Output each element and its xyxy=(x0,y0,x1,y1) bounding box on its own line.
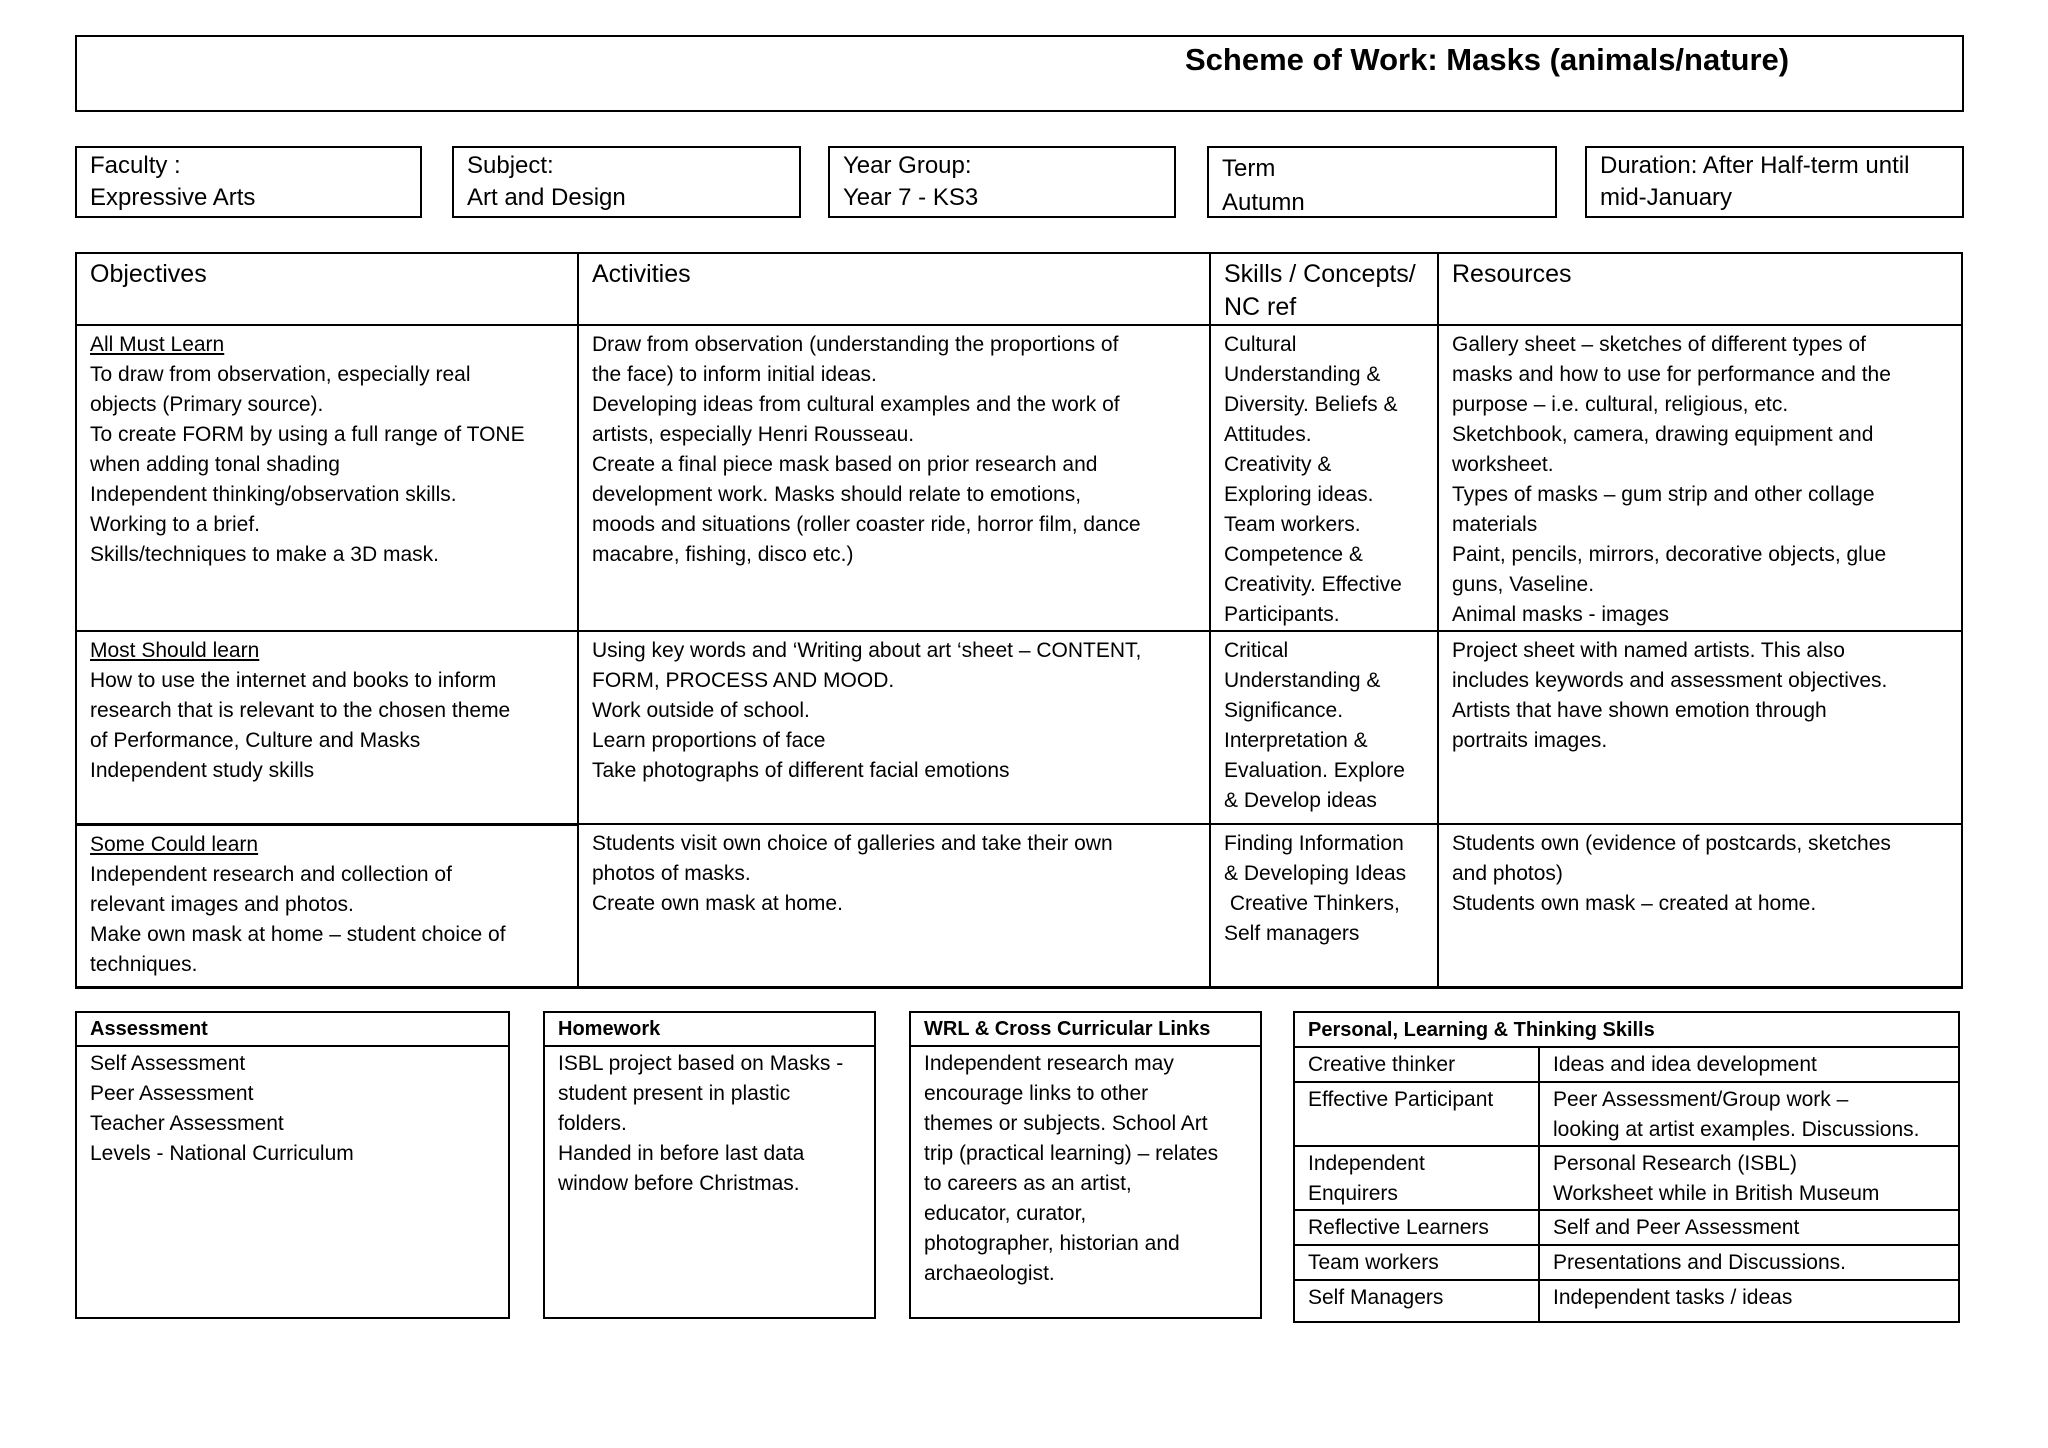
homework-header: Homework xyxy=(545,1013,874,1047)
plts-detail-text: Personal Research (ISBL) xyxy=(1553,1152,1797,1175)
wrl-line: educator, curator, xyxy=(924,1202,1087,1225)
skill-line: Creative Thinkers, xyxy=(1224,892,1400,915)
objectives-cell xyxy=(76,824,578,987)
skill-line: Creativity. Effective xyxy=(1224,573,1402,596)
activity-line: artists, especially Henri Rousseau. xyxy=(592,423,915,446)
resource-line: Gallery sheet – sketches of different types of xyxy=(1452,333,1867,356)
plts-detail-text: looking at artist examples. Discussions. xyxy=(1553,1118,1920,1141)
activity-line: the face) to inform initial ideas. xyxy=(592,363,877,386)
plts-skill xyxy=(1294,1280,1539,1322)
skill-line: Significance. xyxy=(1224,699,1344,722)
activity-line: Take photographs of different facial emotions xyxy=(592,759,1010,782)
plts-detail-text: Self and Peer Assessment xyxy=(1553,1216,1800,1239)
faculty-value: Expressive Arts xyxy=(90,184,256,211)
plts-skill xyxy=(1294,1047,1539,1082)
resource-line: Students own mask – created at home. xyxy=(1452,892,1817,915)
plts-skill xyxy=(1294,1245,1539,1280)
skill-line: Evaluation. Explore xyxy=(1224,759,1405,782)
activity-line: Draw from observation (understanding the proportions of xyxy=(592,333,1119,356)
objective-line: How to use the internet and books to inform xyxy=(90,669,497,692)
homework-line: Handed in before last data xyxy=(558,1142,805,1165)
resource-line: Paint, pencils, mirrors, decorative objects, glue xyxy=(1452,543,1887,566)
wrl-line: photographer, historian and xyxy=(924,1232,1180,1255)
list-item: Self Assessment xyxy=(90,1052,246,1075)
activity-line: Learn proportions of face xyxy=(592,729,826,752)
skill-line: Cultural xyxy=(1224,333,1297,356)
plts-detail xyxy=(1539,1280,1959,1322)
plts-detail xyxy=(1539,1245,1959,1280)
faculty-box xyxy=(75,146,422,218)
plts-detail xyxy=(1539,1082,1959,1146)
table-row xyxy=(76,824,1962,987)
objective-line: Independent thinking/observation skills. xyxy=(90,483,457,506)
resources-cell xyxy=(1438,631,1962,824)
plts-detail xyxy=(1539,1146,1959,1210)
table-row xyxy=(1294,1082,1959,1146)
resource-line: Artists that have shown emotion through xyxy=(1452,699,1827,722)
activity-line: Developing ideas from cultural examples and the work of xyxy=(592,393,1120,416)
homework-line: window before Christmas. xyxy=(558,1172,800,1195)
activities-cell xyxy=(578,631,1210,824)
activity-line: moods and situations (roller coaster ride, horror film, dance xyxy=(592,513,1141,536)
wrl-links-header: WRL & Cross Curricular Links xyxy=(911,1013,1260,1047)
wrl-line: to careers as an artist, xyxy=(924,1172,1132,1195)
objective-line: techniques. xyxy=(90,952,198,976)
wrl-line: encourage links to other xyxy=(924,1082,1149,1105)
homework-box xyxy=(543,1011,876,1319)
skill-line: & Developing Ideas xyxy=(1224,862,1407,885)
skill-line: Self managers xyxy=(1224,922,1360,945)
activity-line: macabre, fishing, disco etc.) xyxy=(592,543,854,566)
skill-line: & Develop ideas xyxy=(1224,789,1377,812)
resource-line: materials xyxy=(1452,513,1538,536)
activity-line: Create a final piece mask based on prior research and xyxy=(592,453,1098,476)
list-item: Peer Assessment xyxy=(90,1082,254,1105)
plts-skill-text: Reflective Learners xyxy=(1308,1216,1489,1239)
subject-value: Art and Design xyxy=(467,184,626,211)
row-heading: All Must Learn xyxy=(90,333,225,356)
objective-line: Make own mask at home – student choice of xyxy=(90,922,506,946)
plts-detail xyxy=(1539,1210,1959,1245)
term-value: Autumn xyxy=(1222,189,1305,216)
wrl-links-body xyxy=(911,1047,1260,1291)
resource-line: and photos) xyxy=(1452,862,1563,885)
plts-skill xyxy=(1294,1146,1539,1210)
term-label: Term xyxy=(1222,155,1276,182)
plts-skill-text: Enquirers xyxy=(1308,1182,1398,1205)
assessment-box xyxy=(75,1011,510,1319)
list-item: Teacher Assessment xyxy=(90,1112,284,1135)
duration-box xyxy=(1585,146,1964,218)
resource-line: Types of masks – gum strip and other collage xyxy=(1452,483,1875,506)
wrl-links-box xyxy=(909,1011,1262,1319)
year-group-value: Year 7 - KS3 xyxy=(843,184,979,211)
homework-line: ISBL project based on Masks - xyxy=(558,1052,844,1075)
resource-line: guns, Vaseline. xyxy=(1452,573,1595,596)
subject-box xyxy=(452,146,801,218)
activities-cell xyxy=(578,824,1210,987)
table-row xyxy=(76,325,1962,631)
plts-detail-text: Independent tasks / ideas xyxy=(1553,1286,1793,1309)
objective-line: Independent research and collection of xyxy=(90,862,452,886)
wrl-line: trip (practical learning) – relates xyxy=(924,1142,1219,1165)
plts-skill xyxy=(1294,1210,1539,1245)
plts-detail-text: Peer Assessment/Group work – xyxy=(1553,1088,1849,1111)
scheme-table xyxy=(75,252,1963,989)
activity-line: Using key words and ‘Writing about art ‘sheet – CONTENT, xyxy=(592,639,1142,662)
wrl-line: archaeologist. xyxy=(924,1262,1055,1285)
skill-line: Finding Information xyxy=(1224,832,1404,855)
plts-detail-text: Ideas and idea development xyxy=(1553,1053,1817,1076)
year-group-label: Year Group: xyxy=(843,152,972,179)
resource-line: portraits images. xyxy=(1452,729,1608,752)
wrl-line: themes or subjects. School Art xyxy=(924,1112,1208,1135)
table-row xyxy=(1294,1210,1959,1245)
objective-line: of Performance, Culture and Masks xyxy=(90,729,421,752)
title-box xyxy=(75,35,1964,112)
activity-line: photos of masks. xyxy=(592,862,751,885)
resource-line: Animal masks - images xyxy=(1452,603,1670,626)
objectives-cell xyxy=(76,631,578,824)
objective-line: Skills/techniques to make a 3D mask. xyxy=(90,543,439,566)
activity-line: Work outside of school. xyxy=(592,699,810,722)
skill-line: Diversity. Beliefs & xyxy=(1224,393,1398,416)
duration-line-2: mid-January xyxy=(1600,184,1733,211)
row-heading: Most Should learn xyxy=(90,639,260,662)
skills-cell xyxy=(1210,631,1438,824)
assessment-list xyxy=(77,1047,508,1171)
header-resources: Resources xyxy=(1438,253,1962,325)
term-box xyxy=(1207,146,1557,218)
homework-line: student present in plastic xyxy=(558,1082,791,1105)
wrl-line: Independent research may xyxy=(924,1052,1174,1075)
plts-header-row xyxy=(1294,1012,1959,1047)
skill-line: Team workers. xyxy=(1224,513,1361,536)
resources-cell xyxy=(1438,824,1962,987)
skill-line: Understanding & xyxy=(1224,363,1381,386)
duration-line-1: Duration: After Half-term until xyxy=(1600,152,1910,179)
table-row xyxy=(1294,1280,1959,1322)
skill-line: Attitudes. xyxy=(1224,423,1312,446)
list-item: Levels - National Curriculum xyxy=(90,1142,354,1165)
activity-line: development work. Masks should relate to emotions, xyxy=(592,483,1082,506)
plts-detail xyxy=(1539,1047,1959,1082)
plts-skill-text: Team workers xyxy=(1308,1251,1439,1274)
header-objectives: Objectives xyxy=(76,253,578,325)
plts-detail-text: Worksheet while in British Museum xyxy=(1553,1182,1880,1205)
skill-line: Interpretation & xyxy=(1224,729,1368,752)
objective-line: To draw from observation, especially real xyxy=(90,363,471,386)
plts-detail-text: Presentations and Discussions. xyxy=(1553,1251,1846,1274)
year-group-box xyxy=(828,146,1176,218)
resource-line: worksheet. xyxy=(1452,453,1554,476)
activity-line: Create own mask at home. xyxy=(592,892,843,915)
homework-body xyxy=(545,1047,874,1201)
objective-line: Working to a brief. xyxy=(90,513,261,536)
header-skills-line-1: Skills / Concepts/ xyxy=(1224,260,1416,288)
skill-line: Critical xyxy=(1224,639,1289,662)
objective-line: when adding tonal shading xyxy=(90,453,340,476)
faculty-label: Faculty : xyxy=(90,152,181,179)
plts-header: Personal, Learning & Thinking Skills xyxy=(1294,1012,1959,1047)
resource-line: Project sheet with named artists. This also xyxy=(1452,639,1845,662)
activity-line: Students visit own choice of galleries and take their own xyxy=(592,832,1113,855)
skill-line: Competence & xyxy=(1224,543,1363,566)
skills-cell xyxy=(1210,824,1438,987)
activities-cell xyxy=(578,325,1210,631)
plts-skill-text: Self Managers xyxy=(1308,1286,1444,1309)
skill-line: Exploring ideas. xyxy=(1224,483,1374,506)
skill-line: Participants. xyxy=(1224,603,1340,626)
resource-line: includes keywords and assessment objectives. xyxy=(1452,669,1888,692)
homework-line: folders. xyxy=(558,1112,627,1135)
scheme-table-header xyxy=(76,253,1962,325)
row-heading: Some Could learn xyxy=(90,832,259,856)
skills-cell xyxy=(1210,325,1438,631)
objective-line: relevant images and photos. xyxy=(90,892,354,916)
objectives-cell xyxy=(76,325,578,631)
skill-line: Understanding & xyxy=(1224,669,1381,692)
resource-line: Sketchbook, camera, drawing equipment and xyxy=(1452,423,1874,446)
objective-line: objects (Primary source). xyxy=(90,393,324,416)
plts-skill-text: Effective Participant xyxy=(1308,1088,1494,1111)
objective-line: research that is relevant to the chosen theme xyxy=(90,699,511,722)
plts-skill xyxy=(1294,1082,1539,1146)
table-row xyxy=(1294,1245,1959,1280)
skill-line: Creativity & xyxy=(1224,453,1332,476)
assessment-header: Assessment xyxy=(77,1013,508,1047)
activity-line: FORM, PROCESS AND MOOD. xyxy=(592,669,895,692)
table-row xyxy=(76,631,1962,824)
plts-table xyxy=(1293,1011,1960,1323)
header-skills xyxy=(1210,253,1438,325)
objective-line: To create FORM by using a full range of TONE xyxy=(90,423,525,446)
plts-skill-text: Independent xyxy=(1308,1152,1425,1175)
resources-cell xyxy=(1438,325,1962,631)
header-activities: Activities xyxy=(578,253,1210,325)
table-row xyxy=(1294,1047,1959,1082)
resource-line: Students own (evidence of postcards, sketches xyxy=(1452,832,1891,855)
table-row xyxy=(1294,1146,1959,1210)
subject-label: Subject: xyxy=(467,152,554,179)
plts-skill-text: Creative thinker xyxy=(1308,1053,1456,1076)
resource-line: masks and how to use for performance and the xyxy=(1452,363,1891,386)
page-title: Scheme of Work: Masks (animals/nature) xyxy=(1185,42,1790,77)
resource-line: purpose – i.e. cultural, religious, etc. xyxy=(1452,393,1789,416)
header-skills-line-2: NC ref xyxy=(1224,293,1297,321)
objective-line: Independent study skills xyxy=(90,759,315,782)
